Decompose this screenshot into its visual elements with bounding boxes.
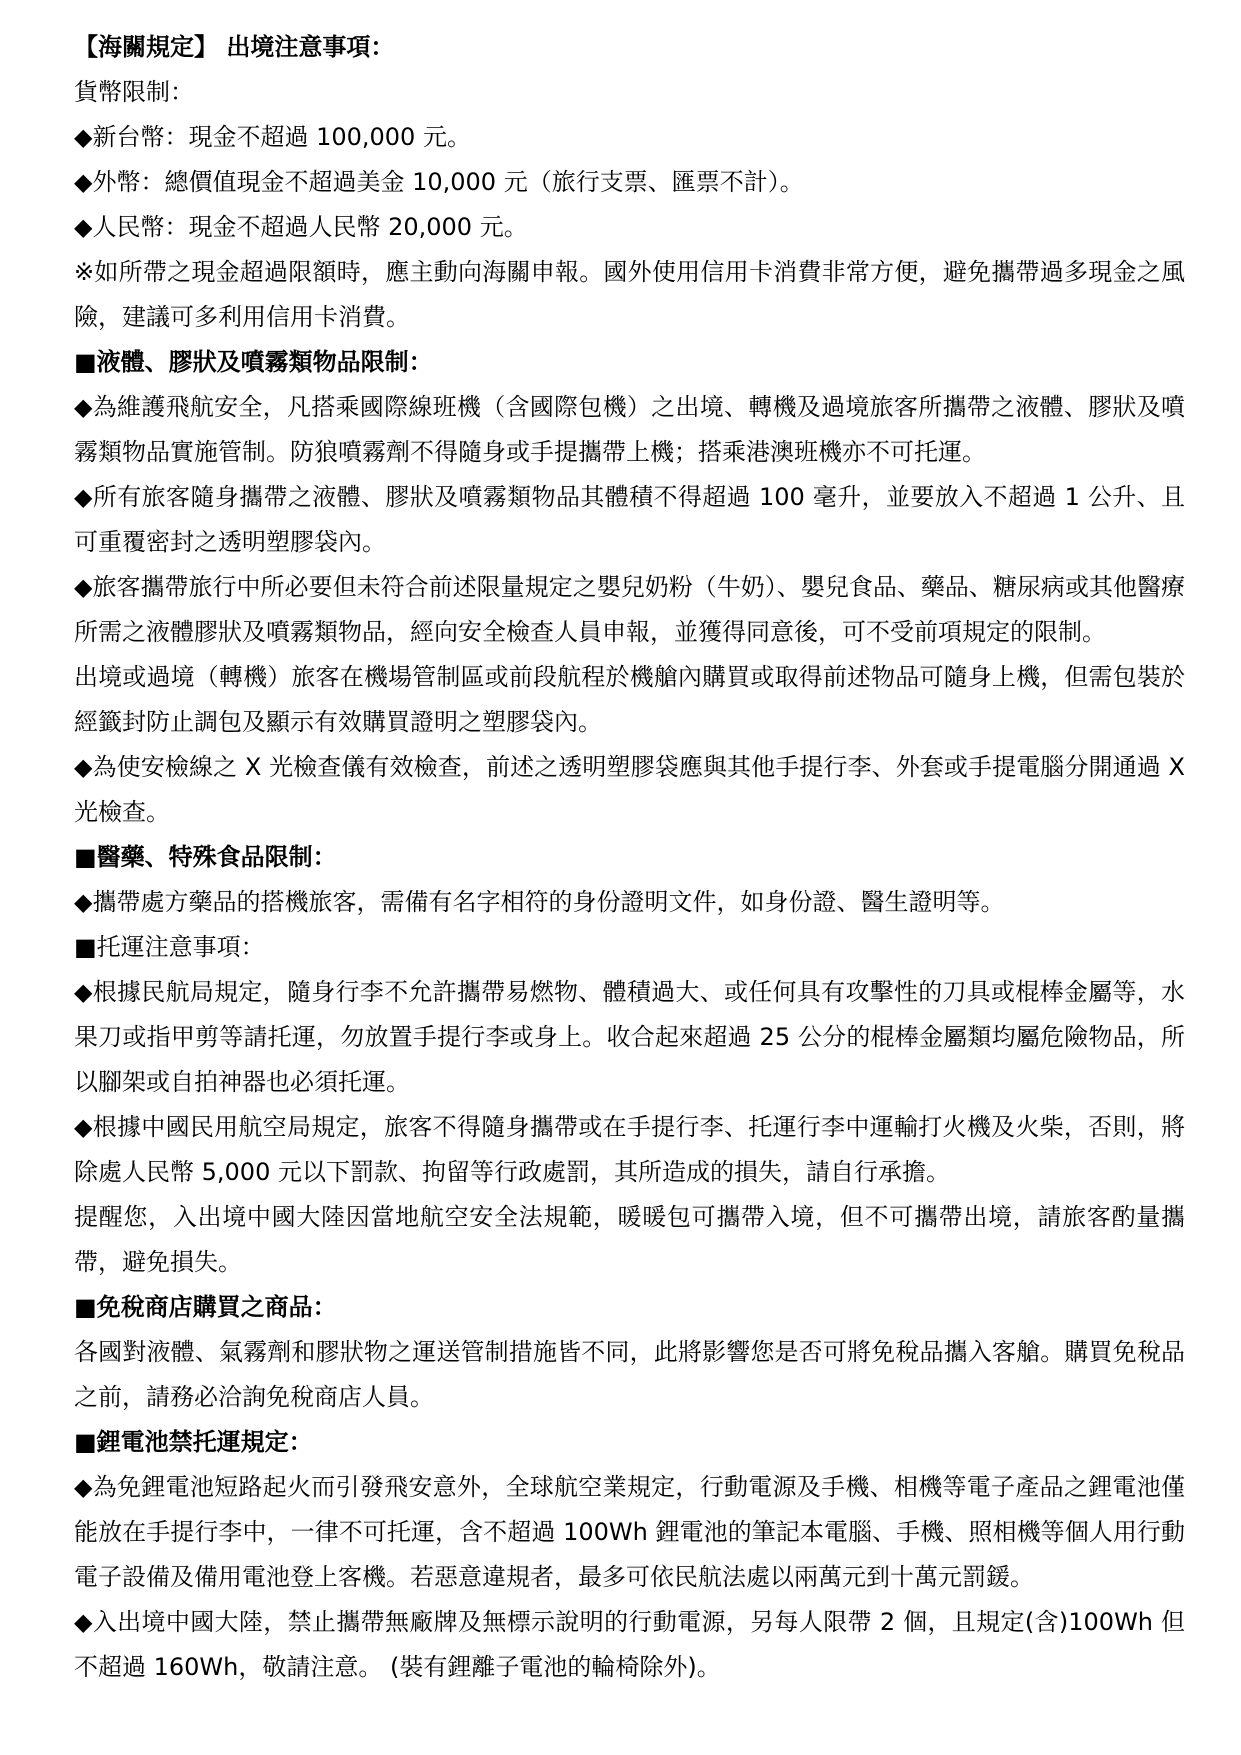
section-heading-liquids: ■液體、膠狀及噴霧類物品限制：	[74, 348, 433, 376]
section-heading-medicine: ■醫藥、特殊食品限制：	[74, 843, 337, 871]
bullet-foreign-currency: ◆外幣：總價值現金不超過美金 10,000 元（旅行支票、匯票不計）。	[74, 168, 804, 196]
bullet-power-bank-limit: ◆入出境中國大陸，禁止攜帶無廠牌及無標示說明的行動電源，另每人限帶 2 個，且規定(含)100Wh 但不超過 160Wh，敬請注意。 (裝有鋰離子電池的輪椅除外)。	[74, 1608, 1185, 1681]
bullet-prescription-docs: ◆攜帶處方藥品的搭機旅客，需備有名字相符的身份證明文件，如身份證、醫生證明等。	[74, 888, 1005, 916]
currency-limit-label: 貨幣限制：	[74, 78, 194, 106]
paragraph-warmer-pack: 提醒您，入出境中國大陸因當地航空安全法規範，暖暖包可攜帶入境，但不可攜帶出境，請旅客酌量攜帶，避免損失。	[74, 1203, 1185, 1276]
bullet-rmb-limit: ◆人民幣：現金不超過人民幣 20,000 元。	[74, 213, 528, 241]
paragraph-dutyfree-rules: 各國對液體、氣霧劑和膠狀物之運送管制措施皆不同，此將影響您是否可將免稅品攜入客艙。購買免稅品之前，請務必洽詢免稅商店人員。	[74, 1338, 1185, 1411]
section-heading-checkin: ■托運注意事項：	[74, 933, 265, 961]
bullet-xray-check: ◆為使安檢線之 X 光檢查儀有效檢查，前述之透明塑膠袋應與其他手提行李、外套或手提電腦分開通過 X 光檢查。	[74, 753, 1185, 826]
section-heading-dutyfree: ■免稅商店購買之商品：	[74, 1293, 337, 1321]
bullet-lithium-battery: ◆為免鋰電池短路起火而引發飛安意外，全球航空業規定，行動電源及手機、相機等電子產品之鋰電池僅能放在手提行李中，一律不可托運，含不超過 100Wh 鋰電池的筆記本電腦、手機、照相機等個人用行動電子設備及備用電池登上客機。若惡意違規者，最多可依民航法處以兩萬元到十萬元罰鍰。	[74, 1473, 1185, 1591]
paragraph-duty-free-bag: 出境或過境（轉機）旅客在機場管制區或前段航程於機艙內購買或取得前述物品可隨身上機，但需包裝於經籤封防止調包及顯示有效購買證明之塑膠袋內。	[74, 663, 1185, 736]
bullet-ntd-limit: ◆新台幣：現金不超過 100,000 元。	[74, 123, 471, 151]
bullet-flight-safety: ◆為維護飛航安全，凡搭乘國際線班機（含國際包機）之出境、轉機及過境旅客所攜帶之液體、膠狀及噴霧類物品實施管制。防狼噴霧劑不得隨身或手提攜帶上機；搭乘港澳班機亦不可托運。	[74, 393, 1185, 466]
bullet-medical-exception: ◆旅客攜帶旅行中所必要但未符合前述限量規定之嬰兒奶粉（牛奶）、嬰兒食品、藥品、糖尿病或其他醫療所需之液體膠狀及噴霧類物品，經向安全檢查人員申報，並獲得同意後，可不受前項規定的限制。	[74, 573, 1185, 646]
page-title: 【海關規定】 出境注意事項：	[74, 33, 395, 61]
bullet-lighter-matches: ◆根據中國民用航空局規定，旅客不得隨身攜帶或在手提行李、托運行李中運輸打火機及火柴，否則，將除處人民幣 5,000 元以下罰款、拘留等行政處罰，其所造成的損失，請自行承擔。	[74, 1113, 1185, 1186]
section-heading-lithium: ■鋰電池禁托運規定：	[74, 1428, 313, 1456]
note-cash-declaration: ※如所帶之現金超過限額時，應主動向海關申報。國外使用信用卡消費非常方便，避免攜帶過多現金之風險，建議可多利用信用卡消費。	[74, 258, 1185, 331]
bullet-caa-regulation: ◆根據民航局規定，隨身行李不允許攜帶易燃物、體積過大、或任何具有攻擊性的刀具或棍棒金屬等，水果刀或指甲剪等請托運，勿放置手提行李或身上。收合起來超過 25 公分的棍棒金屬類均屬危險物品，所以腳架或自拍神器也必須托運。	[74, 978, 1185, 1096]
bullet-100ml-limit: ◆所有旅客隨身攜帶之液體、膠狀及噴霧類物品其體積不得超過 100 毫升，並要放入不超過 1 公升、且可重覆密封之透明塑膠袋內。	[74, 483, 1185, 556]
